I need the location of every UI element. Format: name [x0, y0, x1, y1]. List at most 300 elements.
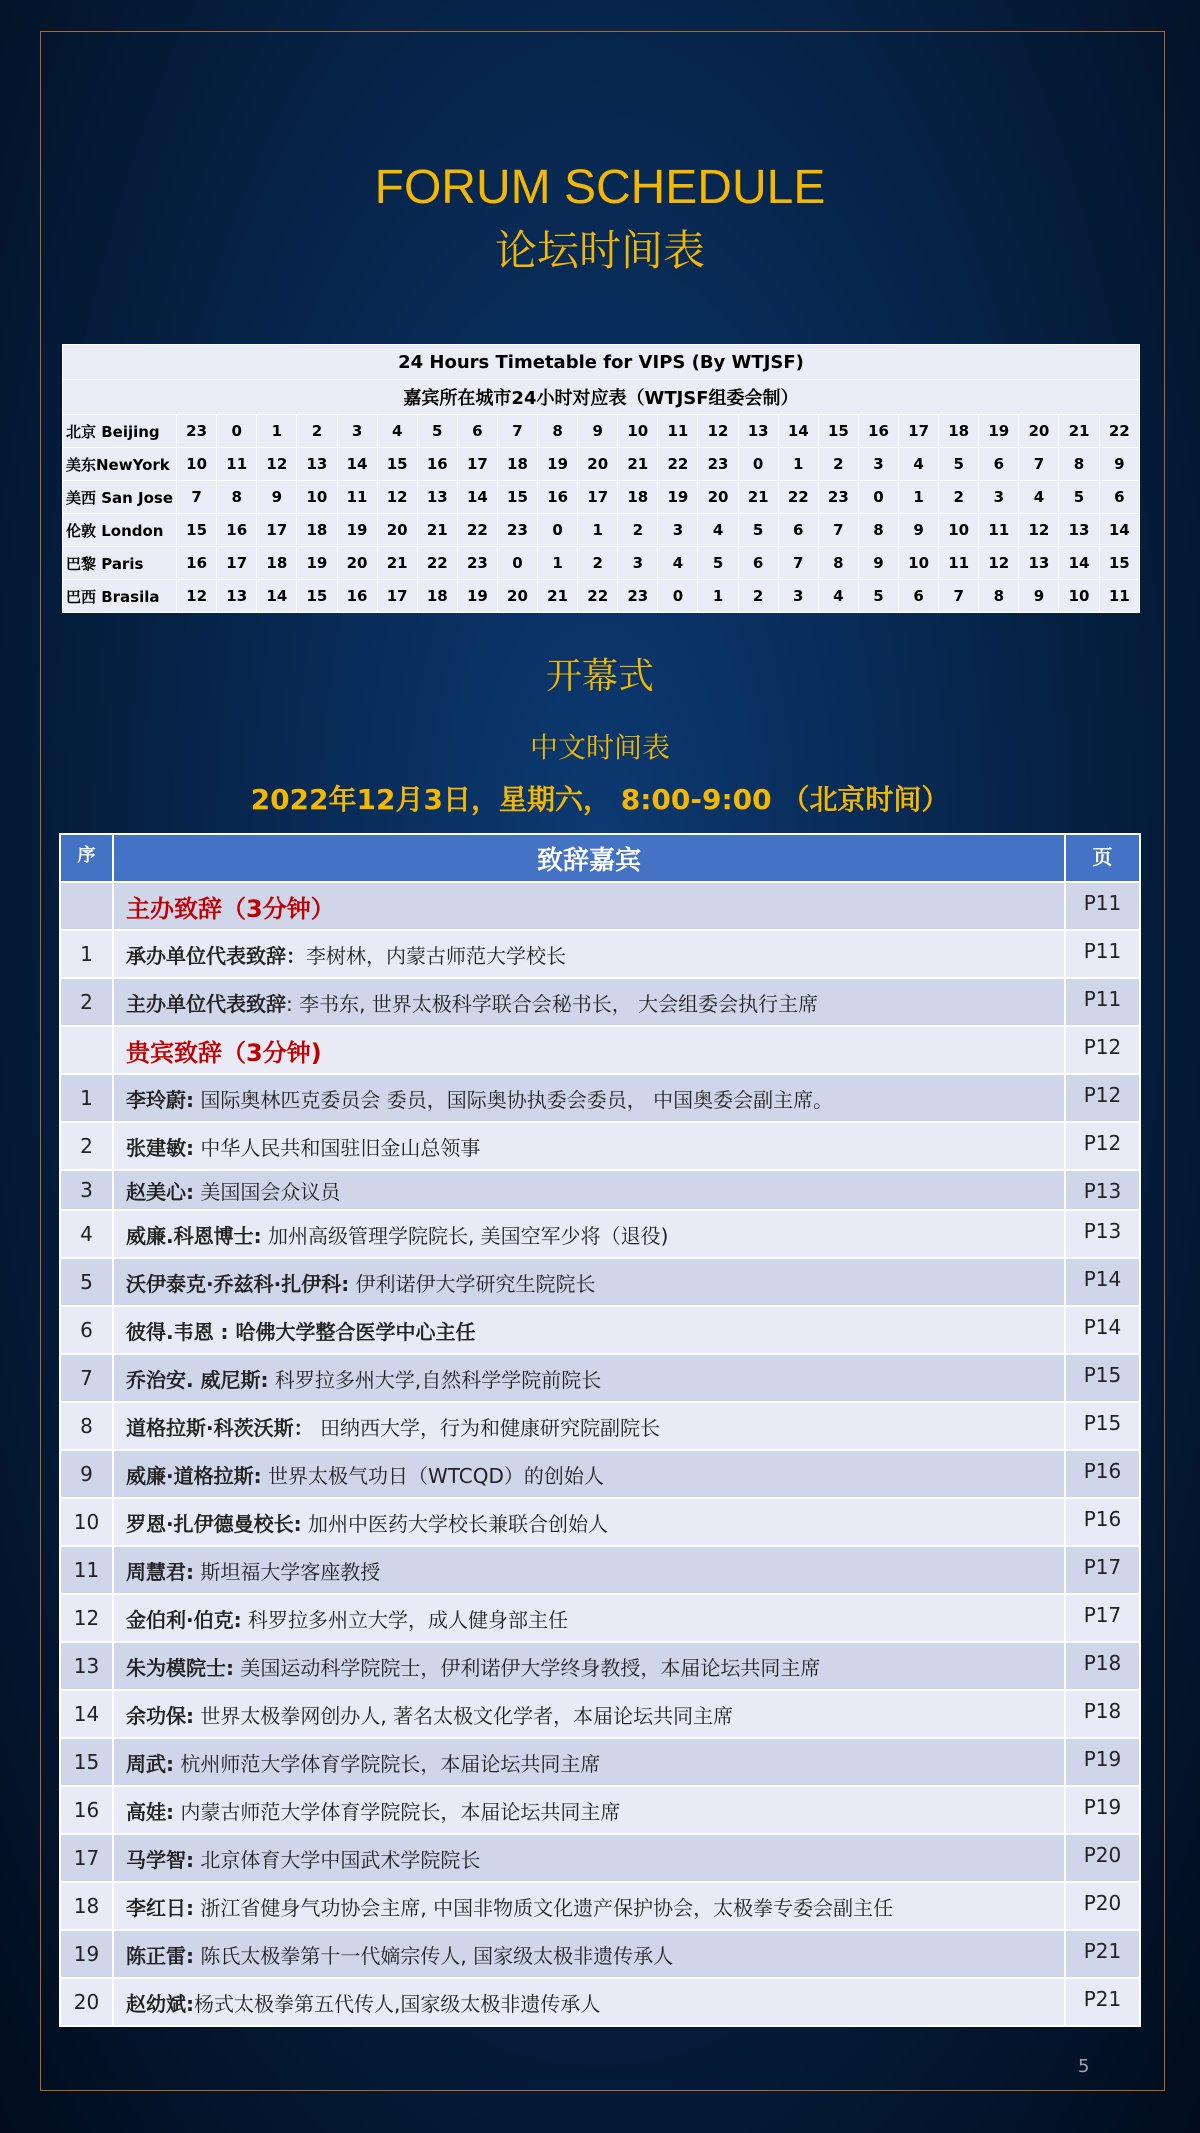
speaker-name: 彼得.韦恩 : 哈佛大学整合医学中心主任 [126, 1319, 476, 1344]
hour-cell: 13 [217, 580, 257, 613]
schedule-row [60, 1882, 1140, 1930]
speaker-title: 科罗拉多州大学,自然科学学院前院长 [268, 1367, 602, 1392]
speaker-name: 威廉·道格拉斯: [126, 1463, 262, 1488]
row-number: 13 [60, 1642, 113, 1690]
hour-cell: 22 [578, 580, 618, 613]
speaker-cell [113, 882, 1065, 930]
hour-cell: 4 [899, 448, 939, 481]
speaker-cell [113, 1546, 1065, 1594]
hour-cell: 2 [578, 547, 618, 580]
speaker-title: 李树林，内蒙古师范大学校长 [306, 943, 566, 968]
speaker-cell [113, 1738, 1065, 1786]
section-heading: 开幕式 [545, 656, 654, 697]
city-name: 伦敦 London [63, 514, 177, 547]
hour-cell: 2 [818, 448, 858, 481]
hour-cell: 15 [177, 514, 217, 547]
schedule-row [60, 1306, 1140, 1354]
hour-cell: 7 [778, 547, 818, 580]
page-ref: P18 [1065, 1690, 1140, 1738]
page-ref: P11 [1065, 978, 1140, 1026]
schedule-row [60, 1546, 1140, 1594]
section-label: 贵宾致辞（3分钟) [126, 1038, 322, 1067]
schedule-row [60, 1786, 1140, 1834]
hour-cell: 5 [939, 448, 979, 481]
row-number: 9 [60, 1450, 113, 1498]
hour-cell: 21 [1059, 415, 1099, 448]
hour-cell: 22 [778, 481, 818, 514]
schedule-row [60, 1738, 1140, 1786]
speaker-title: 斯坦福大学客座教授 [194, 1559, 381, 1584]
row-number: 15 [60, 1738, 113, 1786]
hour-cell: 11 [337, 481, 377, 514]
hour-cell: 12 [377, 481, 417, 514]
hour-cell: 6 [457, 415, 497, 448]
speaker-name: 主办单位代表致辞 [126, 991, 286, 1016]
row-number: 17 [60, 1834, 113, 1882]
hour-cell: 11 [979, 514, 1019, 547]
hour-cell: 1 [578, 514, 618, 547]
page-ref: P16 [1065, 1498, 1140, 1546]
hour-cell: 19 [297, 547, 337, 580]
timetable-row [63, 514, 1140, 547]
page-ref: P13 [1065, 1170, 1140, 1210]
header-page: 页 [1065, 834, 1140, 882]
page-ref: P19 [1065, 1786, 1140, 1834]
schedule-row [60, 1930, 1140, 1978]
hour-cell: 20 [497, 580, 537, 613]
page-ref: P11 [1065, 882, 1140, 930]
hour-cell: 11 [939, 547, 979, 580]
speaker-name: 张建敏: [126, 1135, 194, 1160]
hour-cell: 21 [538, 580, 578, 613]
speaker-cell [113, 1258, 1065, 1306]
speaker-cell [113, 1642, 1065, 1690]
schedule-row [60, 1834, 1140, 1882]
hour-cell: 20 [578, 448, 618, 481]
hour-cell: 16 [417, 448, 457, 481]
hour-cell: 18 [297, 514, 337, 547]
speaker-title: 内蒙古师范大学体育学院院长，本届论坛共同主席 [174, 1799, 621, 1824]
speaker-title: 中华人民共和国驻旧金山总领事 [194, 1135, 481, 1160]
hour-cell: 16 [217, 514, 257, 547]
city-name: 北京 Beijing [63, 415, 177, 448]
speaker-name: 陈正雷: [126, 1943, 194, 1968]
page-ref: P17 [1065, 1594, 1140, 1642]
timetable-row [63, 547, 1140, 580]
hour-cell: 12 [1019, 514, 1059, 547]
speaker-cell [113, 1690, 1065, 1738]
hour-cell: 9 [858, 547, 898, 580]
hour-cell: 5 [738, 514, 778, 547]
speaker-title: 国际奥林匹克委员会 委员，国际奥协执委会委员， 中国奥委会副主席。 [194, 1087, 834, 1112]
hour-cell: 1 [778, 448, 818, 481]
hour-cell: 23 [457, 547, 497, 580]
hour-cell: 23 [818, 481, 858, 514]
hour-cell: 22 [457, 514, 497, 547]
page-ref: P14 [1065, 1306, 1140, 1354]
page-ref: P13 [1065, 1210, 1140, 1258]
hour-cell: 18 [618, 481, 658, 514]
hour-cell: 12 [979, 547, 1019, 580]
schedule-row [60, 1074, 1140, 1122]
hour-cell: 0 [738, 448, 778, 481]
speaker-title: 杭州师范大学体育学院院长，本届论坛共同主席 [174, 1751, 601, 1776]
hour-cell: 0 [858, 481, 898, 514]
schedule-row [60, 978, 1140, 1026]
timetable-row [63, 415, 1140, 448]
hour-cell: 2 [939, 481, 979, 514]
schedule-row [60, 1402, 1140, 1450]
hour-cell: 1 [698, 580, 738, 613]
hour-cell: 17 [377, 580, 417, 613]
row-number: 10 [60, 1498, 113, 1546]
hour-cell: 10 [939, 514, 979, 547]
page-ref: P21 [1065, 1930, 1140, 1978]
speaker-name: 周慧君: [126, 1559, 194, 1584]
schedule-row [60, 1026, 1140, 1074]
row-number: 3 [60, 1170, 113, 1210]
hour-cell: 4 [818, 580, 858, 613]
schedule-row [60, 1210, 1140, 1258]
hour-cell: 11 [1099, 580, 1139, 613]
schedule-row [60, 1978, 1140, 2026]
hour-cell: 6 [1099, 481, 1139, 514]
hour-cell: 22 [417, 547, 457, 580]
speaker-cell [113, 1786, 1065, 1834]
timetable-row [63, 448, 1140, 481]
hour-cell: 9 [257, 481, 297, 514]
speaker-cell [113, 1594, 1065, 1642]
page-ref: P11 [1065, 930, 1140, 978]
schedule-row [60, 1170, 1140, 1210]
hour-cell: 17 [217, 547, 257, 580]
row-number: 6 [60, 1306, 113, 1354]
hour-cell: 5 [858, 580, 898, 613]
timetable [62, 344, 1140, 613]
page-ref: P16 [1065, 1450, 1140, 1498]
hour-cell: 12 [698, 415, 738, 448]
hour-cell: 6 [738, 547, 778, 580]
page-title-en: FORUM SCHEDULE [374, 161, 826, 214]
hour-cell: 20 [698, 481, 738, 514]
hour-cell: 10 [297, 481, 337, 514]
speaker-title: 杨式太极拳第五代传人,国家级太极非遗传承人 [194, 1991, 601, 2016]
hour-cell: 3 [979, 481, 1019, 514]
row-number: 5 [60, 1258, 113, 1306]
section-label: 主办致辞（3分钟） [126, 894, 335, 923]
hour-cell: 3 [618, 547, 658, 580]
section-date: 2022年12月3日，星期六， 8:00-9:00 （北京时间） [250, 783, 950, 816]
hour-cell: 17 [457, 448, 497, 481]
hour-cell: 18 [417, 580, 457, 613]
schedule-row [60, 1594, 1140, 1642]
hour-cell: 16 [858, 415, 898, 448]
hour-cell: 17 [257, 514, 297, 547]
hour-cell: 0 [497, 547, 537, 580]
hour-cell: 12 [257, 448, 297, 481]
page-title-cn: 论坛时间表 [494, 226, 705, 275]
schedule-row [60, 1122, 1140, 1170]
speaker-title: : 李书东, 世界太极科学联合会秘书长， 大会组委会执行主席 [286, 991, 819, 1016]
speaker-name: 威廉.科恩博士: [126, 1223, 262, 1248]
hour-cell: 3 [658, 514, 698, 547]
hour-cell: 16 [177, 547, 217, 580]
hour-cell: 11 [217, 448, 257, 481]
speaker-cell [113, 1834, 1065, 1882]
speaker-name: 赵美心: [126, 1179, 194, 1204]
hour-cell: 15 [818, 415, 858, 448]
hour-cell: 3 [778, 580, 818, 613]
page-number: 5 [1078, 2056, 1090, 2077]
hour-cell: 14 [1059, 547, 1099, 580]
timetable-row [63, 481, 1140, 514]
hour-cell: 21 [618, 448, 658, 481]
speaker-cell [113, 1978, 1065, 2026]
hour-cell: 11 [658, 415, 698, 448]
speaker-title: 北京体育大学中国武术学院院长 [194, 1847, 481, 1872]
speaker-name: 余功保: [126, 1703, 194, 1728]
hour-cell: 7 [818, 514, 858, 547]
hour-cell: 20 [1019, 415, 1059, 448]
speaker-name: 承办单位代表致辞： [126, 943, 306, 968]
row-number: 20 [60, 1978, 113, 2026]
schedule-row [60, 1258, 1140, 1306]
city-name: 美东NewYork [63, 448, 177, 481]
hour-cell: 23 [497, 514, 537, 547]
hour-cell: 10 [899, 547, 939, 580]
page-ref: P12 [1065, 1122, 1140, 1170]
hour-cell: 14 [1099, 514, 1139, 547]
hour-cell: 19 [538, 448, 578, 481]
hour-cell: 8 [979, 580, 1019, 613]
hour-cell: 13 [738, 415, 778, 448]
row-number: 12 [60, 1594, 113, 1642]
hour-cell: 5 [1059, 481, 1099, 514]
page-ref: P12 [1065, 1074, 1140, 1122]
speaker-name: 赵幼斌: [126, 1991, 194, 2016]
hour-cell: 14 [337, 448, 377, 481]
hour-cell: 2 [738, 580, 778, 613]
hour-cell: 22 [1099, 415, 1139, 448]
schedule-row [60, 1498, 1140, 1546]
hour-cell: 10 [1059, 580, 1099, 613]
speaker-title: 科罗拉多州立大学，成人健身部主任 [241, 1607, 568, 1632]
hour-cell: 13 [297, 448, 337, 481]
row-number: 14 [60, 1690, 113, 1738]
row-number: 1 [60, 1074, 113, 1122]
row-number: 2 [60, 1122, 113, 1170]
schedule-row [60, 1690, 1140, 1738]
hour-cell: 22 [658, 448, 698, 481]
row-number: 18 [60, 1882, 113, 1930]
hour-cell: 15 [377, 448, 417, 481]
speaker-cell [113, 930, 1065, 978]
hour-cell: 7 [939, 580, 979, 613]
speaker-title: 伊利诺伊大学研究生院院长 [349, 1271, 596, 1296]
hour-cell: 6 [979, 448, 1019, 481]
hour-cell: 8 [1059, 448, 1099, 481]
speaker-cell [113, 1306, 1065, 1354]
speaker-name: 沃伊泰克·乔兹科·扎伊科: [126, 1271, 350, 1296]
hour-cell: 20 [337, 547, 377, 580]
page-ref: P17 [1065, 1546, 1140, 1594]
hour-cell: 23 [618, 580, 658, 613]
section-subheading: 中文时间表 [529, 731, 670, 764]
speaker-title: 美国运动科学院院士，伊利诺伊大学终身教授，本届论坛共同主席 [234, 1655, 821, 1680]
speaker-title: 美国国会众议员 [194, 1179, 341, 1204]
header-speakers: 致辞嘉宾 [113, 834, 1065, 882]
hour-cell: 9 [1019, 580, 1059, 613]
page-ref: P18 [1065, 1642, 1140, 1690]
schedule-row [60, 1642, 1140, 1690]
hour-cell: 9 [1099, 448, 1139, 481]
speaker-cell [113, 1122, 1065, 1170]
speaker-cell [113, 1450, 1065, 1498]
speaker-name: 金伯利·伯克: [126, 1607, 242, 1632]
hour-cell: 1 [899, 481, 939, 514]
hour-cell: 5 [698, 547, 738, 580]
hour-cell: 5 [417, 415, 457, 448]
page-ref: P15 [1065, 1402, 1140, 1450]
speaker-cell [113, 1354, 1065, 1402]
row-number [60, 882, 113, 930]
speaker-cell [113, 1074, 1065, 1122]
hour-cell: 4 [1019, 481, 1059, 514]
page-ref: P20 [1065, 1834, 1140, 1882]
row-number: 2 [60, 978, 113, 1026]
hour-cell: 8 [217, 481, 257, 514]
speaker-cell [113, 1210, 1065, 1258]
hour-cell: 0 [217, 415, 257, 448]
city-name: 巴西 Brasila [63, 580, 177, 613]
hour-cell: 18 [257, 547, 297, 580]
hour-cell: 16 [538, 481, 578, 514]
hour-cell: 13 [417, 481, 457, 514]
hour-cell: 7 [1019, 448, 1059, 481]
hour-cell: 21 [377, 547, 417, 580]
row-number: 4 [60, 1210, 113, 1258]
hour-cell: 15 [497, 481, 537, 514]
row-number [60, 1026, 113, 1074]
hour-cell: 14 [778, 415, 818, 448]
hour-cell: 21 [738, 481, 778, 514]
schedule-row [60, 1450, 1140, 1498]
city-name: 美西 San Jose [63, 481, 177, 514]
speaker-name: 周武: [126, 1751, 174, 1776]
schedule-row [60, 882, 1140, 930]
hour-cell: 15 [297, 580, 337, 613]
hour-cell: 14 [257, 580, 297, 613]
speaker-title: 田纳西大学，行为和健康研究院副院长 [313, 1415, 660, 1440]
hour-cell: 19 [658, 481, 698, 514]
timetable-row [63, 580, 1140, 613]
hour-cell: 3 [858, 448, 898, 481]
speaker-cell [113, 1930, 1065, 1978]
timetable-title-en: 24 Hours Timetable for VIPS (By WTJSF) [63, 345, 1140, 380]
schedule-table [59, 833, 1141, 2027]
speaker-cell [113, 1170, 1065, 1210]
hour-cell: 10 [177, 448, 217, 481]
speaker-name: 马学智: [126, 1847, 194, 1872]
hour-cell: 0 [538, 514, 578, 547]
hour-cell: 23 [177, 415, 217, 448]
schedule-row [60, 1354, 1140, 1402]
speaker-name: 高娃: [126, 1799, 174, 1824]
hour-cell: 2 [297, 415, 337, 448]
hour-cell: 6 [899, 580, 939, 613]
hour-cell: 7 [177, 481, 217, 514]
hour-cell: 14 [457, 481, 497, 514]
page-ref: P20 [1065, 1882, 1140, 1930]
hour-cell: 17 [578, 481, 618, 514]
row-number: 1 [60, 930, 113, 978]
speaker-cell [113, 1026, 1065, 1074]
row-number: 7 [60, 1354, 113, 1402]
hour-cell: 21 [417, 514, 457, 547]
hour-cell: 8 [858, 514, 898, 547]
timetable-title-cn: 嘉宾所在城市24小时对应表（WTJSF组委会制） [63, 380, 1140, 415]
header-no: 序 [60, 834, 113, 882]
speaker-name: 李玲蔚: [126, 1087, 194, 1112]
hour-cell: 12 [177, 580, 217, 613]
row-number: 16 [60, 1786, 113, 1834]
speaker-cell [113, 1882, 1065, 1930]
hour-cell: 9 [899, 514, 939, 547]
hour-cell: 2 [618, 514, 658, 547]
page-ref: P12 [1065, 1026, 1140, 1074]
hour-cell: 13 [1059, 514, 1099, 547]
speaker-title: 加州高级管理学院院长, 美国空军少将（退役) [261, 1223, 669, 1248]
hour-cell: 19 [979, 415, 1019, 448]
hour-cell: 8 [818, 547, 858, 580]
hour-cell: 9 [578, 415, 618, 448]
hour-cell: 20 [377, 514, 417, 547]
speaker-cell [113, 978, 1065, 1026]
page-ref: P21 [1065, 1978, 1140, 2026]
speaker-title: 浙江省健身气功协会主席, 中国非物质文化遗产保护协会，太极拳专委会副主任 [194, 1895, 894, 1920]
hour-cell: 4 [377, 415, 417, 448]
hour-cell: 3 [337, 415, 377, 448]
row-number: 11 [60, 1546, 113, 1594]
page-ref: P15 [1065, 1354, 1140, 1402]
speaker-name: 朱为模院士: [126, 1655, 234, 1680]
speaker-title: 加州中医药大学校长兼联合创始人 [301, 1511, 608, 1536]
speaker-title: 世界太极气功日（WTCQD）的创始人 [261, 1463, 604, 1488]
hour-cell: 0 [658, 580, 698, 613]
row-number: 19 [60, 1930, 113, 1978]
speaker-cell [113, 1498, 1065, 1546]
hour-cell: 1 [257, 415, 297, 448]
hour-cell: 15 [1099, 547, 1139, 580]
hour-cell: 10 [618, 415, 658, 448]
hour-cell: 19 [337, 514, 377, 547]
hour-cell: 19 [457, 580, 497, 613]
speaker-name: 道格拉斯·科茨沃斯： [126, 1415, 314, 1440]
hour-cell: 18 [939, 415, 979, 448]
city-name: 巴黎 Paris [63, 547, 177, 580]
hour-cell: 6 [778, 514, 818, 547]
row-number: 8 [60, 1402, 113, 1450]
hour-cell: 8 [538, 415, 578, 448]
hour-cell: 1 [538, 547, 578, 580]
speaker-title: 陈氏太极拳第十一代嫡宗传人, 国家级太极非遗传承人 [194, 1943, 674, 1968]
hour-cell: 7 [497, 415, 537, 448]
speaker-title: 世界太极拳网创办人, 著名太极文化学者，本届论坛共同主席 [194, 1703, 734, 1728]
page-ref: P14 [1065, 1258, 1140, 1306]
speaker-name: 罗恩·扎伊德曼校长: [126, 1511, 302, 1536]
hour-cell: 4 [658, 547, 698, 580]
speaker-name: 李红日: [126, 1895, 194, 1920]
